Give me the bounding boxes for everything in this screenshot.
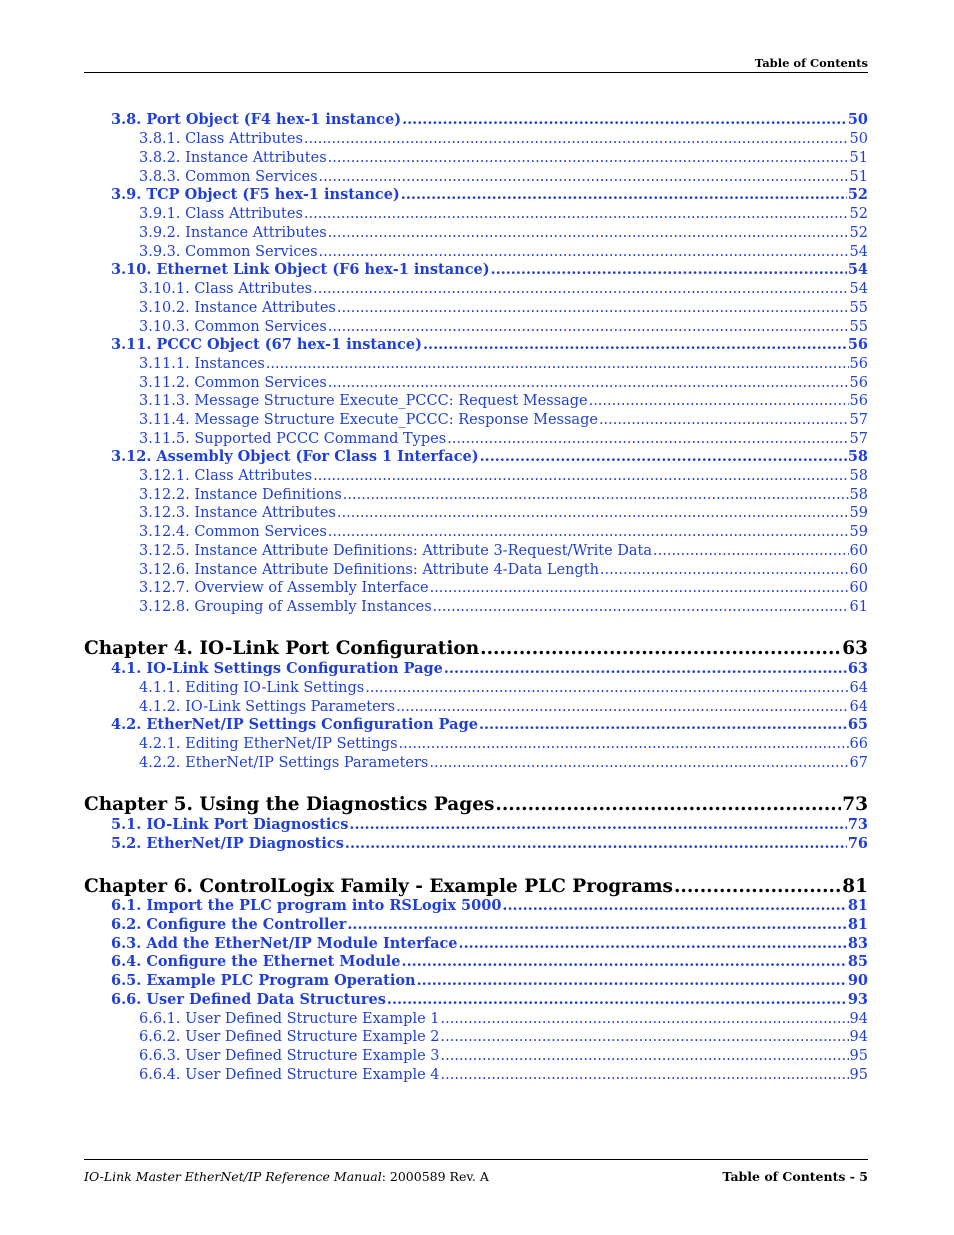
toc-entry-label: 5.1. IO-Link Port Diagnostics bbox=[111, 816, 349, 833]
toc-entry-label: 4.1.1. Editing IO-Link Settings bbox=[139, 680, 365, 696]
toc-entry[interactable] bbox=[139, 130, 868, 148]
toc-entry-label: 3.12.4. Common Services bbox=[139, 524, 327, 540]
toc-entry-page-number: 60 bbox=[849, 562, 868, 578]
toc-entry-label: 3.9.1. Class Attributes bbox=[139, 206, 303, 222]
toc-entry-label: 3.11. PCCC Object (67 hex-1 instance) bbox=[111, 336, 422, 353]
toc-entry-page-number: 81 bbox=[842, 876, 868, 897]
toc-entry-page-number: 56 bbox=[847, 336, 868, 353]
toc-entry-page-number: 51 bbox=[849, 169, 868, 185]
toc-leader-dots bbox=[653, 542, 849, 560]
toc-leader-dots bbox=[319, 168, 849, 186]
toc-leader-dots bbox=[480, 638, 841, 660]
toc-entry-label: 4.2. EtherNet/IP Settings Configuration Page bbox=[111, 716, 478, 733]
toc-entry[interactable] bbox=[111, 111, 868, 129]
toc-entry[interactable] bbox=[139, 504, 868, 522]
toc-entry-label: 3.12.1. Class Attributes bbox=[139, 468, 313, 484]
toc-leader-dots bbox=[417, 972, 847, 990]
toc-chapter-entry[interactable] bbox=[84, 794, 868, 816]
toc-entry-label: 3.9. TCP Object (F5 hex-1 instance) bbox=[111, 186, 400, 203]
toc-entry-page-number: 94 bbox=[849, 1029, 868, 1045]
toc-entry-page-number: 61 bbox=[849, 599, 868, 615]
toc-leader-dots bbox=[600, 561, 849, 579]
toc-entry-label: 6.4. Configure the Ethernet Module bbox=[111, 953, 401, 970]
toc-entry-label: Chapter 5. Using the Diagnostics Pages bbox=[84, 794, 495, 815]
toc-entry-label: 3.12.7. Overview of Assembly Interface bbox=[139, 580, 429, 596]
toc-leader-dots bbox=[328, 523, 849, 541]
toc-entry-label: 3.10.3. Common Services bbox=[139, 319, 327, 335]
toc-leader-dots bbox=[589, 392, 849, 410]
toc-entry-label: 6.6.1. User Defined Structure Example 1 bbox=[139, 1011, 440, 1027]
toc-leader-dots bbox=[402, 111, 847, 129]
toc-leader-dots bbox=[337, 299, 849, 317]
toc-entry-page-number: 56 bbox=[849, 356, 868, 372]
toc-entry[interactable] bbox=[111, 716, 868, 734]
toc-entry-page-number: 93 bbox=[847, 991, 868, 1008]
toc-entry-label: 4.2.2. EtherNet/IP Settings Parameters bbox=[139, 755, 429, 771]
toc-leader-dots bbox=[328, 318, 849, 336]
toc-leader-dots bbox=[479, 716, 847, 734]
toc-entry-page-number: 65 bbox=[847, 716, 868, 733]
footer-manual-reference bbox=[84, 1169, 489, 1184]
toc-leader-dots bbox=[365, 679, 848, 697]
toc-entry[interactable] bbox=[139, 168, 868, 186]
toc-entry-label: 3.12. Assembly Object (For Class 1 Interface) bbox=[111, 448, 479, 465]
toc-entry-page-number: 90 bbox=[847, 972, 868, 989]
toc-entry[interactable] bbox=[139, 698, 868, 716]
toc-leader-dots bbox=[313, 467, 848, 485]
toc-leader-dots bbox=[304, 205, 849, 223]
toc-entry[interactable] bbox=[139, 542, 868, 560]
toc-entry[interactable] bbox=[139, 243, 868, 261]
toc-leader-dots bbox=[491, 261, 847, 279]
toc-leader-dots bbox=[328, 149, 849, 167]
toc-entry-page-number: 55 bbox=[849, 300, 868, 316]
toc-entry-label: 6.6. User Defined Data Structures bbox=[111, 991, 386, 1008]
toc-entry[interactable] bbox=[139, 1066, 868, 1084]
toc-entry[interactable] bbox=[111, 816, 868, 834]
toc-entry-label: 3.10.2. Instance Attributes bbox=[139, 300, 336, 316]
toc-entry-page-number: 52 bbox=[847, 186, 868, 203]
toc-entry[interactable] bbox=[139, 486, 868, 504]
toc-entry[interactable] bbox=[111, 336, 868, 354]
toc-entry-page-number: 57 bbox=[849, 412, 868, 428]
toc-entry-page-number: 52 bbox=[849, 206, 868, 222]
toc-entry-label: 3.8.1. Class Attributes bbox=[139, 131, 303, 147]
toc-leader-dots bbox=[266, 355, 849, 373]
toc-entry-page-number: 55 bbox=[849, 319, 868, 335]
toc-entry-page-number: 95 bbox=[849, 1067, 868, 1083]
toc-entry[interactable] bbox=[139, 679, 868, 697]
toc-entry[interactable] bbox=[111, 261, 868, 279]
toc-leader-dots bbox=[502, 897, 846, 915]
toc-entry-label: 6.6.3. User Defined Structure Example 3 bbox=[139, 1048, 440, 1064]
toc-leader-dots bbox=[444, 660, 847, 678]
toc-leader-dots bbox=[430, 579, 849, 597]
toc-entry-page-number: 81 bbox=[847, 897, 868, 914]
toc-entry[interactable] bbox=[139, 1047, 868, 1065]
toc-entry-label: 4.1. IO-Link Settings Configuration Page bbox=[111, 660, 443, 677]
toc-entry[interactable] bbox=[111, 972, 868, 990]
toc-entry[interactable] bbox=[139, 149, 868, 167]
toc-entry-label: 3.8.2. Instance Attributes bbox=[139, 150, 327, 166]
toc-chapter-entry[interactable] bbox=[84, 638, 868, 660]
toc-leader-dots bbox=[319, 243, 849, 261]
toc-entry-label: 6.1. Import the PLC program into RSLogix 5000 bbox=[111, 897, 502, 914]
toc-entry[interactable] bbox=[139, 1010, 868, 1028]
toc-entry-label: 3.12.3. Instance Attributes bbox=[139, 505, 336, 521]
toc-entry-label: 3.11.4. Message Structure Execute_PCCC: Response Message bbox=[139, 412, 598, 428]
toc-leader-dots bbox=[345, 835, 847, 853]
toc-leader-dots bbox=[387, 991, 847, 1009]
running-header-title: Table of Contents bbox=[754, 56, 868, 70]
toc-entry-page-number: 63 bbox=[847, 660, 868, 677]
toc-entry-label: 6.2. Configure the Controller bbox=[111, 916, 347, 933]
toc-entry[interactable] bbox=[111, 897, 868, 915]
toc-entry-page-number: 57 bbox=[849, 431, 868, 447]
toc-entry[interactable] bbox=[139, 430, 868, 448]
toc-leader-dots bbox=[447, 430, 848, 448]
toc-leader-dots bbox=[401, 186, 847, 204]
toc-entry-page-number: 56 bbox=[849, 393, 868, 409]
toc-entry[interactable] bbox=[139, 355, 868, 373]
toc-leader-dots bbox=[459, 935, 847, 953]
toc-entry[interactable] bbox=[139, 411, 868, 429]
toc-entry[interactable] bbox=[111, 835, 868, 853]
toc-entry-page-number: 54 bbox=[849, 244, 868, 260]
toc-entry-label: 4.1.2. IO-Link Settings Parameters bbox=[139, 699, 396, 715]
toc-leader-dots bbox=[433, 598, 849, 616]
toc-entry-label: 3.11.5. Supported PCCC Command Types bbox=[139, 431, 447, 447]
toc-entry[interactable] bbox=[139, 205, 868, 223]
toc-entry-label: 3.10. Ethernet Link Object (F6 hex-1 instance) bbox=[111, 261, 490, 278]
toc-entry[interactable] bbox=[139, 299, 868, 317]
toc-entry[interactable] bbox=[111, 991, 868, 1009]
toc-entry-page-number: 95 bbox=[849, 1048, 868, 1064]
toc-leader-dots bbox=[313, 280, 848, 298]
toc-leader-dots bbox=[328, 374, 849, 392]
toc-leader-dots bbox=[429, 754, 848, 772]
toc-entry[interactable] bbox=[139, 561, 868, 579]
toc-entry-page-number: 73 bbox=[842, 794, 868, 815]
toc-entry-label: 4.2.1. Editing EtherNet/IP Settings bbox=[139, 736, 398, 752]
toc-leader-dots bbox=[599, 411, 849, 429]
toc-entry-page-number: 64 bbox=[849, 699, 868, 715]
toc-entry[interactable] bbox=[111, 186, 868, 204]
toc-leader-dots bbox=[304, 130, 849, 148]
toc-entry[interactable] bbox=[139, 1028, 868, 1046]
toc-entry-page-number: 51 bbox=[849, 150, 868, 166]
toc-entry-page-number: 60 bbox=[849, 543, 868, 559]
footer-rule bbox=[84, 1159, 868, 1160]
toc-leader-dots bbox=[343, 486, 849, 504]
toc-entry-page-number: 50 bbox=[847, 111, 868, 128]
toc-entry[interactable] bbox=[139, 523, 868, 541]
toc-leader-dots bbox=[402, 953, 847, 971]
toc-entry[interactable] bbox=[139, 735, 868, 753]
toc-leader-dots bbox=[396, 698, 848, 716]
toc-entry-page-number: 50 bbox=[849, 131, 868, 147]
toc-entry-label: 6.5. Example PLC Program Operation bbox=[111, 972, 416, 989]
toc-entry-page-number: 58 bbox=[849, 468, 868, 484]
toc-entry[interactable] bbox=[139, 392, 868, 410]
toc-entry-label: 3.12.8. Grouping of Assembly Instances bbox=[139, 599, 432, 615]
toc-entry-label: 6.3. Add the EtherNet/IP Module Interface bbox=[111, 935, 458, 952]
toc-leader-dots bbox=[423, 336, 847, 354]
toc-entry[interactable] bbox=[111, 935, 868, 953]
toc-leader-dots bbox=[328, 224, 849, 242]
toc-entry[interactable] bbox=[139, 579, 868, 597]
toc-entry-label: 3.9.2. Instance Attributes bbox=[139, 225, 327, 241]
toc-leader-dots bbox=[399, 735, 849, 753]
toc-entry[interactable] bbox=[111, 448, 868, 466]
toc-entry-label: 3.11.2. Common Services bbox=[139, 375, 327, 391]
toc-entry-label: 3.8. Port Object (F4 hex-1 instance) bbox=[111, 111, 402, 128]
toc-entry-label: Chapter 4. IO-Link Port Configuration bbox=[84, 638, 480, 659]
toc-entry-page-number: 76 bbox=[847, 835, 868, 852]
toc-leader-dots bbox=[441, 1047, 849, 1065]
toc-leader-dots bbox=[674, 876, 841, 898]
toc-entry[interactable] bbox=[111, 916, 868, 934]
footer-page-label: Table of Contents - 5 bbox=[722, 1169, 868, 1184]
toc-entry-page-number: 54 bbox=[847, 261, 868, 278]
toc-leader-dots bbox=[349, 816, 846, 834]
toc-entry-page-number: 60 bbox=[849, 580, 868, 596]
toc-entry-label: 3.12.5. Instance Attribute Definitions: Attribute 3-Request/Write Data bbox=[139, 543, 653, 559]
toc-entry-label: 3.12.2. Instance Definitions bbox=[139, 487, 342, 503]
toc-entry-label: 5.2. EtherNet/IP Diagnostics bbox=[111, 835, 344, 852]
toc-entry[interactable] bbox=[111, 660, 868, 678]
toc-entry-label: 6.6.4. User Defined Structure Example 4 bbox=[139, 1067, 440, 1083]
toc-leader-dots bbox=[495, 794, 841, 816]
toc-leader-dots bbox=[480, 448, 847, 466]
toc-entry[interactable] bbox=[139, 374, 868, 392]
toc-entry-page-number: 66 bbox=[849, 736, 868, 752]
toc-entry-page-number: 85 bbox=[847, 953, 868, 970]
toc-entry[interactable] bbox=[139, 224, 868, 242]
toc-entry[interactable] bbox=[139, 280, 868, 298]
toc-entry[interactable] bbox=[139, 318, 868, 336]
toc-entry-page-number: 73 bbox=[847, 816, 868, 833]
toc-entry-page-number: 64 bbox=[849, 680, 868, 696]
toc-entry-label: 3.10.1. Class Attributes bbox=[139, 281, 313, 297]
toc-entry-page-number: 81 bbox=[847, 916, 868, 933]
footer-manual-title: IO-Link Master EtherNet/IP Reference Manual bbox=[84, 1169, 382, 1184]
toc-entry-label: 3.8.3. Common Services bbox=[139, 169, 318, 185]
footer-doc-number: : 2000589 Rev. A bbox=[381, 1169, 489, 1184]
toc-leader-dots bbox=[347, 916, 846, 934]
toc-entry-page-number: 58 bbox=[849, 487, 868, 503]
toc-entry-label: 3.11.3. Message Structure Execute_PCCC: Request Message bbox=[139, 393, 588, 409]
toc-entry-label: 3.11.1. Instances bbox=[139, 356, 265, 372]
toc-entry-label: 3.9.3. Common Services bbox=[139, 244, 318, 260]
toc-entry-page-number: 94 bbox=[849, 1011, 868, 1027]
toc-entry-page-number: 67 bbox=[849, 755, 868, 771]
toc-entry-page-number: 59 bbox=[849, 505, 868, 521]
toc-entry-page-number: 58 bbox=[847, 448, 868, 465]
toc-entry-label: Chapter 6. ControlLogix Family - Example PLC Programs bbox=[84, 876, 673, 897]
toc-entry-page-number: 63 bbox=[842, 638, 868, 659]
toc-entry[interactable] bbox=[139, 467, 868, 485]
toc-entry-label: 3.12.6. Instance Attribute Definitions: Attribute 4-Data Length bbox=[139, 562, 599, 578]
header-rule bbox=[84, 72, 868, 73]
toc-entry-page-number: 52 bbox=[849, 225, 868, 241]
toc-entry-page-number: 54 bbox=[849, 281, 868, 297]
toc-entry-page-number: 59 bbox=[849, 524, 868, 540]
toc-entry[interactable] bbox=[139, 754, 868, 772]
toc-leader-dots bbox=[441, 1028, 849, 1046]
toc-entry-page-number: 83 bbox=[847, 935, 868, 952]
toc-entry[interactable] bbox=[111, 953, 868, 971]
toc-entry-label: 6.6.2. User Defined Structure Example 2 bbox=[139, 1029, 440, 1045]
toc-chapter-entry[interactable] bbox=[84, 876, 868, 898]
toc-entry[interactable] bbox=[139, 598, 868, 616]
toc-leader-dots bbox=[337, 504, 849, 522]
toc-entry-page-number: 56 bbox=[849, 375, 868, 391]
toc-leader-dots bbox=[441, 1066, 849, 1084]
toc-leader-dots bbox=[441, 1010, 849, 1028]
